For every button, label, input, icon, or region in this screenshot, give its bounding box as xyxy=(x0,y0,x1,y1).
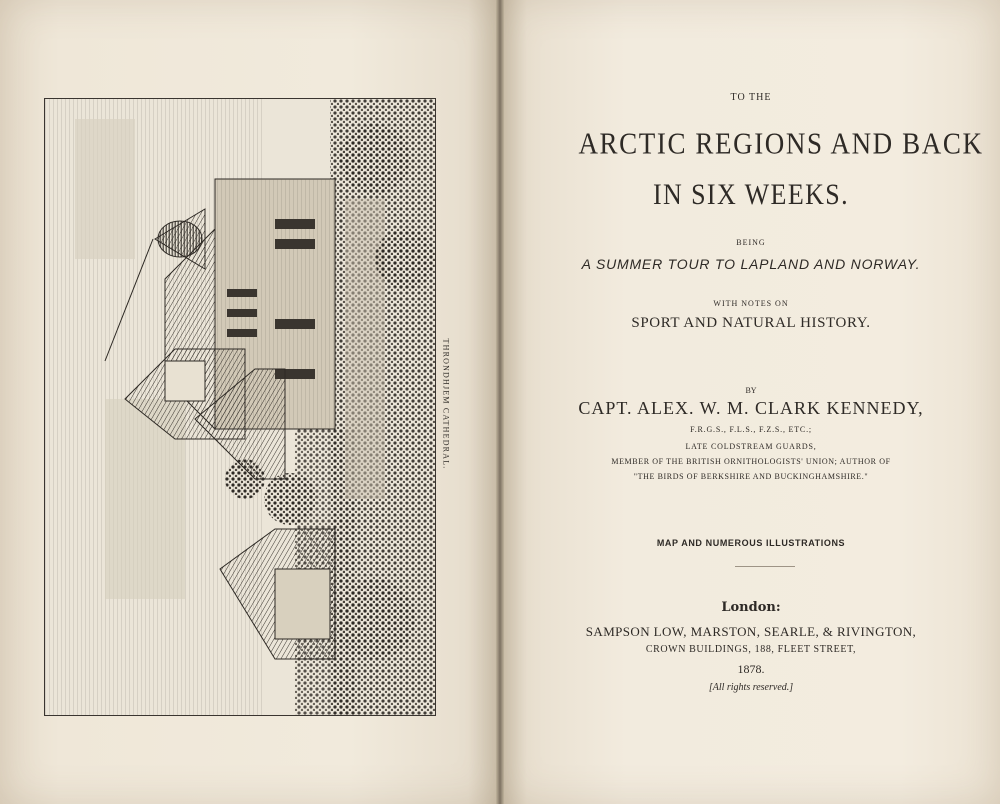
book-title-line-2: IN SIX WEEKS. xyxy=(652,177,850,212)
being-label: BEING xyxy=(736,238,766,247)
cathedral-illustration xyxy=(45,99,435,715)
divider-rule xyxy=(735,566,795,567)
author-credit-2: MEMBER OF THE BRITISH ORNITHOLOGISTS' UNION; AUTHOR OF xyxy=(611,457,891,466)
notes-topic: SPORT AND NATURAL HISTORY. xyxy=(631,315,871,331)
plate-caption: THRONDHJEM CATHEDRAL. xyxy=(441,338,451,470)
notes-label: WITH NOTES ON xyxy=(713,299,789,308)
publisher-name: SAMPSON LOW, MARSTON, SEARLE, & RIVINGTON, xyxy=(585,624,917,639)
illustrations-note: MAP AND NUMEROUS ILLUSTRATIONS xyxy=(656,538,846,548)
rights-notice: [All rights reserved.] xyxy=(708,682,794,693)
author-degrees: F.R.G.S., F.L.S., F.Z.S., ETC.; xyxy=(690,425,812,434)
publication-city: London: xyxy=(721,600,781,615)
author-credit-3: "THE BIRDS OF BERKSHIRE AND BUCKINGHAMSHIRE." xyxy=(633,472,869,481)
book-title-line-1: ARCTIC REGIONS AND BACK xyxy=(578,125,984,161)
title-page xyxy=(502,0,1000,804)
author-credit-1: LATE COLDSTREAM GUARDS, xyxy=(685,442,817,451)
book-subtitle: A SUMMER TOUR TO LAPLAND AND NORWAY. xyxy=(581,256,921,272)
frontispiece-engraving xyxy=(44,98,436,716)
title-prefix: TO THE xyxy=(730,92,772,103)
author-name: CAPT. ALEX. W. M. CLARK KENNEDY, xyxy=(578,398,924,418)
publication-year: 1878. xyxy=(737,662,765,676)
publisher-address: CROWN BUILDINGS, 188, FLEET STREET, xyxy=(645,644,857,655)
by-label: BY xyxy=(745,386,757,395)
